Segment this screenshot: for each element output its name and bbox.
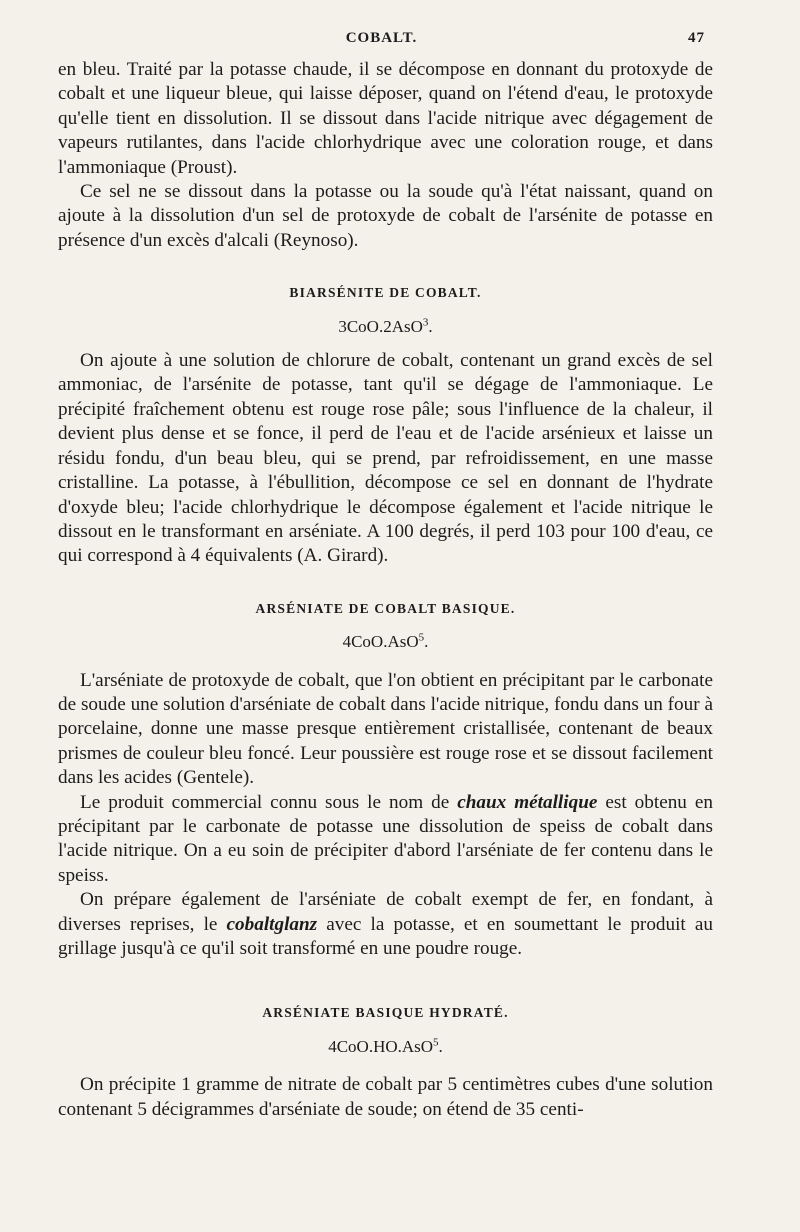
page-number: 47 — [688, 30, 705, 46]
running-header — [58, 30, 705, 52]
italic-term: chaux métallique — [457, 791, 598, 813]
formula-superscript: 3 — [422, 316, 429, 328]
italic-term: cobaltglanz — [226, 913, 318, 935]
paragraph-text: On prépare également de l'arséniate de cobalt exempt de fer, en fondant, à diverses reprises, le — [58, 889, 713, 935]
formula-end: . — [428, 316, 433, 336]
chemical-formula — [58, 1035, 713, 1059]
header-title: COBALT. — [345, 30, 418, 46]
formula-text: 3CoO.2AsO — [338, 316, 423, 336]
paragraph-text: Le produit commercial connu sous le nom de — [80, 791, 458, 813]
paragraph: Ce sel ne se dissout dans la potasse ou la soude qu'à l'état naissant, quand on ajoute à la dissolution d'un sel de protoxyde de cobalt de l'arsénite de potasse en présence d'un excès d'alcali (Reynoso). — [58, 181, 713, 251]
section-heading: ARSÉNIATE BASIQUE HYDRATÉ. — [262, 1005, 509, 1021]
chemical-formula — [58, 315, 713, 339]
formula-end: . — [424, 632, 429, 652]
paragraph — [58, 791, 713, 889]
paragraph-text: est obtenu en précipitant par le carbonate de potasse une dissolution de speiss de cobalt dans l'acide nitrique. On a eu soin de précipiter d'abord l'arséniate de fer contenu dans le speiss. — [58, 791, 713, 886]
section-heading: BIARSÉNITE DE COBALT. — [289, 285, 482, 301]
paragraph: On précipite 1 gramme de nitrate de cobalt par 5 centimètres cubes d'une solution contenant 5 décigrammes d'arséniate de soude; on étend de 35 centi- — [58, 1074, 713, 1120]
paragraph — [58, 888, 713, 961]
formula-text: 4CoO.HO.AsO — [328, 1036, 434, 1056]
page-body — [58, 58, 713, 1122]
chemical-formula — [58, 630, 713, 654]
paragraph: en bleu. Traité par la potasse chaude, il se décompose en donnant du protoxyde de cobalt et une liqueur bleue, qui laisse déposer, quand on l'étend d'eau, le protoxyde qu'elle tient en dissolution. Il se dissout dans l'acide nitrique avec dégagement de vapeurs rutilantes, dans l'acide chlorhydrique avec une coloration rouge, et dans l'ammoniaque (Proust). — [58, 59, 713, 178]
paragraph: L'arséniate de protoxyde de cobalt, que l'on obtient en précipitant par le carbonate de soude une solution d'arséniate de cobalt dans l'acide nitrique, fondu dans un four à porcelaine, donne une masse presque entièrement cristallisée, contenant de beaux prismes de couleur bleu foncé. Leur poussière est rouge rose et se dissout facilement dans les acides (Gentele). — [58, 669, 713, 789]
formula-superscript: 5 — [433, 1036, 439, 1049]
section-heading: ARSÉNIATE DE COBALT BASIQUE. — [255, 600, 516, 616]
formula-end: . — [438, 1036, 443, 1056]
formula-superscript: 5 — [418, 631, 425, 644]
paragraph: On ajoute à une solution de chlorure de cobalt, contenant un grand excès de sel ammoniac, de l'arsénite de potasse, tant qu'il se dégage de l'ammoniaque. Le précipité fraîchement obtenu est rouge rose pâle; sous l'influence de la chaleur, il devient plus dense et se fonce, il perd de l'eau et de l'acide arsénieux et laisse un résidu fondu, d'un beau bleu, qui se prend, par refroidissement, en une masse cristalline. La potasse, à l'ébullition, décompose ce sel en donnant de l'hydrate d'oxyde bleu; l'acide chlorhydrique le décompose également et l'acide nitrique le dissout en le transformant en arséniate. A 100 degrés, il perd 103 pour 100 d'eau, ce qui correspond à 4 équivalents (A. Girard). — [58, 350, 713, 567]
paragraph-text: avec la potasse, et en soumettant le produit au grillage jusqu'à ce qu'il soit transformé en une poudre rouge. — [58, 913, 713, 959]
formula-text: 4CoO.AsO — [342, 632, 419, 652]
